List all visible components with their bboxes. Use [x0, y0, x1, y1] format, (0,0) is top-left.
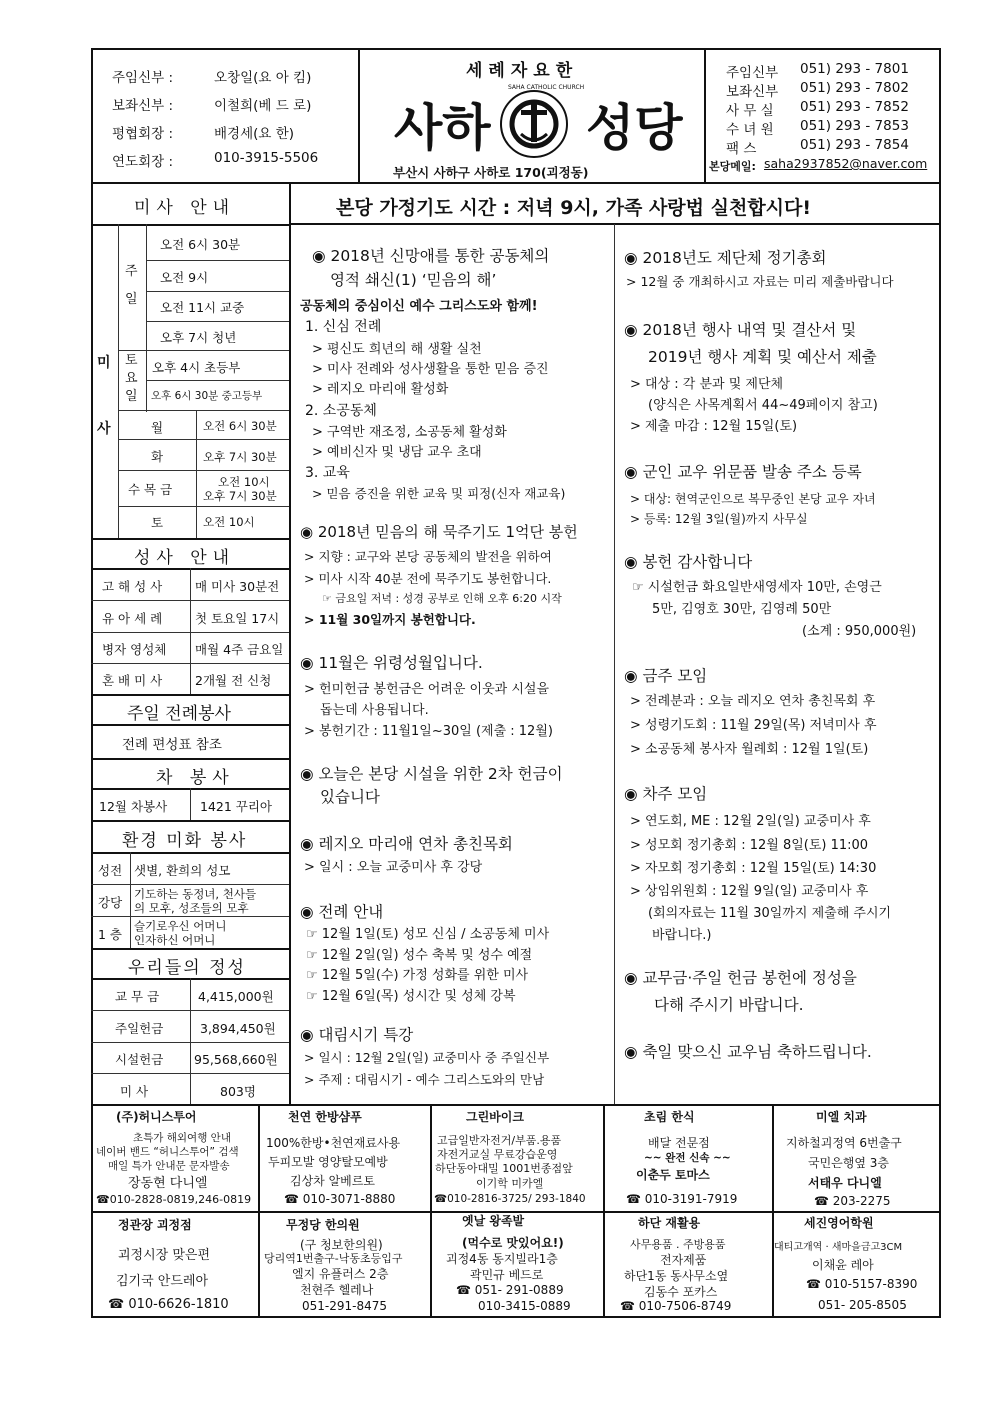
phone-label: 팩 스 — [726, 141, 757, 157]
ad-line: 김상차 알베르토 — [290, 1174, 375, 1188]
notice-item: > 연도회, ME : 12월 2일(일) 교중미사 후 — [630, 814, 871, 829]
church-name-right: 성당 — [586, 98, 683, 157]
weekday-time: 오전 10시 — [203, 515, 255, 529]
phone-value: 051) 293 - 7854 — [800, 137, 909, 153]
ad-title: 무정당 한의원 — [286, 1218, 360, 1232]
liturgy-value: 전례 편성표 참조 — [122, 737, 222, 753]
sacrament-value: 첫 토요일 17시 — [195, 611, 280, 626]
ad-title: 초림 한식 — [644, 1110, 695, 1124]
notice-title: 있습니다 — [320, 788, 380, 806]
notice-item: ☞ 12월 6일(목) 성시간 및 성체 강복 — [306, 989, 516, 1004]
weekday-name: 수 목 금 — [128, 482, 173, 497]
ad-line: 이채윤 레아 — [812, 1258, 874, 1272]
sacrament-name: 혼 배 미 사 — [102, 673, 163, 688]
ad-line: 자전거교실 무료강습운영 — [437, 1148, 558, 1161]
notice-item: > 대상 : 각 분과 및 제단체 — [630, 377, 784, 392]
notice-item: ☞ 12월 1일(토) 성모 신심 / 소공동체 미사 — [306, 927, 550, 942]
ad-line: (먹수로 맛있어요!) — [462, 1236, 564, 1250]
notice-title: ◉ 대림시기 특강 — [300, 1026, 414, 1044]
emblem-text: SAHA CATHOLIC CHURCH — [508, 84, 585, 91]
offering-section-title: 우리들의 정성 — [128, 958, 246, 978]
ad-line: ☎ 010-7506-8749 — [620, 1299, 732, 1313]
notice-item: > 미사 전례와 성사생활을 통한 믿음 증진 — [312, 362, 549, 377]
notice-item: > 봉헌기간 : 11월1일~30일 (제출 : 12월) — [304, 724, 553, 739]
clergy-label: 평협회장 : — [112, 126, 174, 142]
ad-line: 초특가 해외여행 안내 — [133, 1132, 231, 1144]
sacrament-name: 병자 영성체 — [102, 642, 167, 657]
mass-section-title: 미사 안내 — [134, 198, 236, 218]
clergy-value: 오창일(요 아 킴) — [214, 70, 312, 86]
notice-item: 돕는데 사용됩니다. — [320, 703, 429, 718]
ad-line: ☎010-2816-3725/ 293-1840 — [434, 1193, 586, 1205]
saturday-mass-time: 오후 6시 30분 중고등부 — [151, 390, 263, 402]
notice-title: ◉ 11월은 위령성월입니다. — [300, 654, 483, 672]
ad-title: 옛날 왕족발 — [462, 1214, 525, 1228]
ad-line: 두피모발 영양탈모예방 — [268, 1155, 388, 1169]
sacrament-section-title: 성사 안내 — [134, 548, 236, 568]
notice-item: > 믿음 증진을 위한 교육 및 피정(신자 재교육) — [312, 486, 566, 501]
notice-item: > 일시 : 오늘 교중미사 후 강당 — [304, 860, 483, 875]
sacrament-name: 고 해 성 사 — [102, 579, 163, 594]
notice-item: > 제출 마감 : 12월 15일(토) — [630, 419, 798, 434]
saturday-label: 토요일 — [125, 353, 138, 404]
notice-item: ☞ 시설헌금 화요일반새영세자 10만, 손영근 — [632, 580, 882, 595]
notice-item: > 예비신자 및 냉담 교우 초대 — [312, 445, 482, 460]
notice-item: > 등록: 12월 3일(월)까지 사무실 — [630, 512, 808, 526]
offering-name: 미 사 — [120, 1084, 149, 1099]
ad-line: 네이버 밴드 “허니스투어” 검색 — [96, 1146, 239, 1158]
ad-line: (구 청보한의원) — [300, 1238, 383, 1252]
notice-title: ◉ 차주 모임 — [624, 785, 708, 803]
notice-title: ◉ 축일 맞으신 교우님 축하드립니다. — [624, 1043, 872, 1061]
notice-item: > 성모회 정기총회 : 12월 8일(토) 11:00 — [630, 838, 869, 853]
offering-value: 803명 — [220, 1084, 256, 1099]
clergy-value: 이철희(베 드 로) — [214, 98, 312, 114]
notice-title: ◉ 군인 교우 위문품 발송 주소 등록 — [624, 463, 862, 481]
notice-title: ◉ 교무금·주일 헌금 봉헌에 정성을 — [624, 969, 857, 987]
ad-title: 정관장 괴정점 — [118, 1218, 192, 1232]
notice-item: ☞ 12월 2일(일) 성수 축복 및 성수 예절 — [306, 948, 533, 963]
ad-line: 배달 전문점 — [648, 1136, 710, 1150]
mass-label: 미사 — [97, 355, 111, 437]
weekday-time: 오후 7시 30분 — [203, 450, 277, 464]
phone-label: 사 무 실 — [726, 103, 774, 119]
notice-title: ◉ 봉헌 감사합니다 — [624, 553, 753, 571]
offering-value: 4,415,000원 — [198, 989, 274, 1004]
notice-title: ◉ 2018년도 제단체 정기총회 — [624, 249, 827, 267]
notice-item: ☞ 금요일 저녁 : 성경 공부로 인해 오후 6:20 시작 — [322, 592, 562, 605]
notice-item: 바랍니다.) — [652, 928, 712, 943]
notice-title: 영적 쇄신(1) ‘믿음의 해’ — [330, 271, 497, 289]
notice-title: ◉ 오늘은 본당 시설을 위한 2차 헌금이 — [300, 765, 563, 783]
offering-value: 3,894,450원 — [200, 1021, 276, 1036]
ad-line: 장동현 다니엘 — [128, 1176, 208, 1191]
phone-value: 051) 293 - 7852 — [800, 99, 909, 115]
weekday-time: 오전 6시 30분 — [203, 419, 277, 433]
offering-name: 시설헌금 — [115, 1052, 164, 1067]
ad-line: 010-3415-0889 — [478, 1299, 571, 1313]
notice-heading: 3. 교육 — [305, 465, 350, 481]
notice-item: > 평신도 희년의 해 생활 실천 — [312, 342, 482, 357]
church-patron: 세례자요한 — [466, 61, 579, 81]
notice-heading: 1. 신심 전례 — [305, 319, 382, 335]
ad-line: 051- 205-8505 — [818, 1298, 907, 1312]
ad-line: ☎010-2828-0819,246-0819 — [96, 1193, 252, 1206]
notice-title: ◉ 2018년 행사 내역 및 결산서 및 — [624, 321, 857, 339]
ad-line: 사무용품 . 주방용품 — [630, 1238, 726, 1251]
weekday-name: 월 — [151, 420, 164, 435]
notice-item: (회의자료는 11월 30일까지 제출해 주시기 — [648, 906, 892, 921]
env-value: 인자하신 어머니 — [134, 933, 216, 947]
notice-item: > 12월 중 개최하시고 자료는 미리 제출바랍니다 — [626, 274, 894, 289]
sacrament-value: 2개월 전 신청 — [195, 673, 272, 688]
ad-line: 엘지 유플러스 2층 — [292, 1267, 389, 1281]
notice-title: ◉ 금주 모임 — [624, 667, 708, 685]
notice-title: 2019년 행사 계획 및 예산서 제출 — [648, 348, 877, 366]
ad-line: ☎ 010-3071-8880 — [284, 1192, 396, 1206]
ad-line: 김기국 안드레아 — [116, 1274, 209, 1289]
ad-line: 대티고개역 · 새마을금고3CM — [774, 1242, 903, 1253]
church-address: 부산시 사하구 사하로 170(괴정동) — [393, 165, 589, 180]
env-section-title: 환경 미화 봉사 — [122, 831, 248, 851]
notice-item: (양식은 사목계획서 44~49페이지 참고) — [648, 398, 878, 413]
notice-item: > 일시 : 12월 2일(일) 교중미사 중 주일신부 — [304, 1050, 550, 1065]
notice-title: ◉ 전례 안내 — [300, 903, 384, 921]
sacrament-value: 매월 4주 금요일 — [195, 642, 284, 657]
sunday-mass-time: 오전 9시 — [160, 270, 209, 285]
offering-name: 주일헌금 — [115, 1021, 164, 1036]
offering-value: 95,568,660원 — [194, 1052, 278, 1067]
car-label: 12월 차봉사 — [99, 799, 168, 814]
clergy-label: 주임신부 : — [112, 70, 174, 86]
notice-subtitle: 공동체의 중심이신 예수 그리스도와 함께! — [300, 299, 538, 314]
ad-line: ☎ 010-5157-8390 — [806, 1277, 918, 1291]
saturday-mass-time: 오후 4시 초등부 — [152, 360, 241, 375]
clergy-label: 연도회장 : — [112, 154, 174, 170]
ad-line: ☎ 010-3191-7919 — [626, 1192, 738, 1206]
ad-line: 하단1동 동사무소옆 — [624, 1269, 729, 1283]
ad-line: 천현주 헬레나 — [300, 1283, 374, 1297]
phone-value: 051) 293 - 7853 — [800, 118, 909, 134]
church-name-left: 사하 — [394, 98, 491, 157]
env-place: 성전 — [98, 863, 123, 878]
phone-value: 051) 293 - 7801 — [800, 61, 909, 77]
clergy-label: 보좌신부 : — [112, 98, 174, 114]
env-value: 샛별, 환희의 성모 — [134, 863, 231, 878]
ad-line: 서태우 다니엘 — [808, 1176, 882, 1190]
notice-title: ◉ 2018년 신망애를 통한 공동체의 — [312, 247, 550, 265]
notice-title: 다해 주시기 바랍니다. — [654, 996, 804, 1014]
ad-title: 미엘 치과 — [816, 1110, 867, 1124]
notice-item: > 레지오 마리애 활성화 — [312, 382, 449, 397]
sacrament-name: 유 아 세 례 — [102, 611, 163, 626]
notice-item: > 대상: 현역군인으로 복무중인 본당 교우 자녀 — [630, 492, 876, 506]
weekday-time: 오전 10시 — [218, 475, 270, 489]
notice-item: > 전례분과 : 오늘 레지오 연차 총친목회 후 — [630, 694, 876, 709]
env-value: 의 모후, 성조들의 모후 — [134, 901, 249, 915]
ad-line: 곽민규 베드로 — [470, 1268, 544, 1282]
ad-title: 하단 재활용 — [638, 1216, 701, 1230]
sunday-mass-time: 오전 6시 30분 — [160, 237, 241, 252]
car-section-title: 차 봉사 — [156, 768, 235, 788]
env-value: 슬기로우신 어머니 — [134, 919, 227, 933]
liturgy-section-title: 주일 전례봉사 — [127, 704, 231, 724]
notice-item: > 자모회 정기총회 : 12월 15일(토) 14:30 — [630, 861, 877, 876]
notice-item: > 지향 : 교구와 본당 공동체의 발전을 위하여 — [304, 549, 552, 564]
phone-label: 보좌신부 — [726, 84, 779, 100]
car-value: 1421 꾸리아 — [200, 799, 273, 814]
env-place: 강당 — [98, 895, 123, 910]
ad-line: 당리역1번출구-낙동초등입구 — [264, 1252, 403, 1265]
clergy-value: 배경세(요 한) — [214, 126, 295, 142]
weekday-name: 토 — [151, 515, 164, 530]
ad-line: 매일 특가 안내문 문자발송 — [108, 1160, 230, 1172]
notice-item: > 11월 30일까지 봉헌합니다. — [304, 612, 476, 627]
ad-line: 100%한방•천연재료사용 — [266, 1136, 401, 1150]
ad-line: 국민은행옆 3층 — [808, 1156, 890, 1170]
notice-item: 5만, 김영호 30만, 김영례 50만 — [652, 602, 832, 617]
ad-title: 그린바이크 — [466, 1110, 524, 1124]
sunday-mass-time: 오후 7시 청년 — [160, 330, 237, 345]
notice-title: ◉ 2018년 믿음의 해 묵주기도 1억단 봉헌 — [300, 523, 578, 541]
offering-name: 교 무 금 — [115, 989, 160, 1004]
sunday-label: 주일 — [125, 264, 138, 307]
env-place: 1 층 — [98, 927, 123, 942]
phone-value: 051) 293 - 7802 — [800, 80, 909, 96]
ad-line: 고급일반자전거/부품.용품 — [437, 1134, 562, 1147]
ad-line: 하단동아대밀 1001번종점앞 — [435, 1162, 573, 1175]
clergy-value: 010-3915-5506 — [214, 150, 319, 166]
notice-item: > 구역반 재조정, 소공동체 활성화 — [312, 425, 507, 440]
phone-label: 수 녀 원 — [726, 122, 774, 138]
notice-item: > 미사 시작 40분 전에 묵주기도 봉헌합니다. — [304, 571, 552, 586]
ad-title: 천연 한방샴푸 — [288, 1110, 362, 1124]
email-link[interactable]: saha2937852@naver.com — [764, 156, 928, 171]
ad-line: 051-291-8475 — [302, 1299, 388, 1313]
ad-line: 이기학 미카엘 — [476, 1177, 544, 1190]
weekday-name: 화 — [151, 449, 164, 464]
notice-item: ☞ 12월 5일(수) 가정 성화를 위한 미사 — [306, 968, 529, 983]
ad-title: 세진영어학원 — [804, 1216, 874, 1230]
ad-line: 괴정시장 맞은편 — [118, 1248, 211, 1263]
ad-line: 김동수 포카스 — [644, 1285, 718, 1299]
ad-line: 이춘두 토마스 — [636, 1168, 710, 1182]
notice-item: > 주제 : 대림시기 - 예수 그리스도와의 만남 — [304, 1072, 545, 1087]
sacrament-value: 매 미사 30분전 — [195, 579, 280, 594]
ad-line: 지하철괴정역 6번출구 — [786, 1136, 902, 1150]
banner-title: 본당 가정기도 시간 : 저녁 9시, 가족 사랑법 실천합시다! — [336, 197, 812, 219]
notice-item: > 헌미헌금 봉헌금은 어려운 이웃과 시설을 — [304, 682, 550, 697]
sunday-mass-time: 오전 11시 교중 — [160, 300, 245, 315]
notice-heading: 2. 소공동체 — [305, 403, 377, 419]
ad-line: ☎ 051- 291-0889 — [456, 1283, 564, 1297]
ad-title: (주)허니스투어 — [116, 1110, 197, 1124]
notice-item: (소계 : 950,000원) — [802, 624, 917, 639]
phone-label: 주임신부 — [726, 65, 779, 81]
notice-item: > 성령기도회 : 11월 29일(목) 저녁미사 후 — [630, 718, 877, 733]
email-label: 본당메일: — [709, 160, 756, 173]
church-emblem-icon — [494, 88, 574, 160]
ad-line: ☎ 010-6626-1810 — [108, 1297, 229, 1312]
ad-line: 전자제품 — [660, 1253, 707, 1267]
ad-line: ☎ 203-2275 — [814, 1194, 891, 1208]
env-value: 기도하는 동정녀, 천사들 — [134, 887, 257, 901]
weekday-time: 오후 7시 30분 — [203, 489, 277, 503]
ad-line: ~~ 완전 신속 ~~ — [644, 1152, 731, 1164]
notice-item: > 상임위원회 : 12월 9일(일) 교중미사 후 — [630, 884, 869, 899]
notice-item: > 소공동체 봉사자 월례회 : 12월 1일(토) — [630, 742, 869, 757]
ad-line: 괴정4동 동지빌라1층 — [446, 1252, 558, 1266]
notice-title: ◉ 레지오 마리애 연차 총친목회 — [300, 835, 513, 853]
